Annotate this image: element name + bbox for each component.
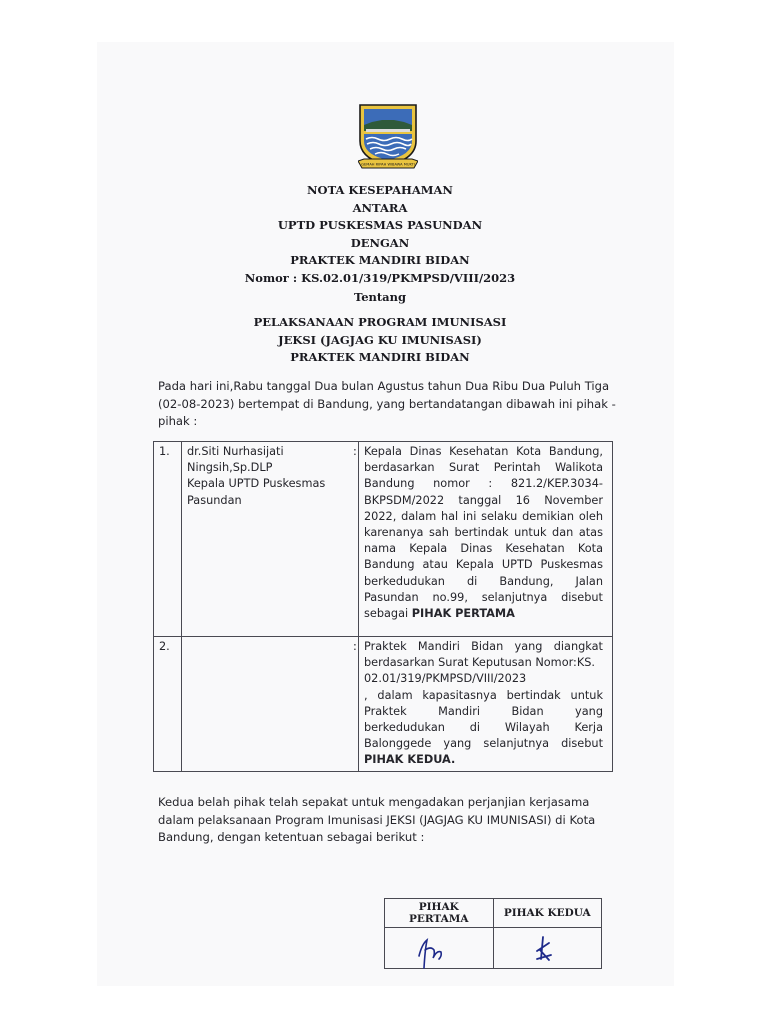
party-title-line: Kepala UPTD Puskesmas: [187, 477, 326, 491]
title-line: ANTARA: [352, 200, 408, 215]
crest-banner-text: GEMAH RIPAH WIBAWA MUKTI: [361, 162, 415, 167]
party-role-label: PIHAK KEDUA.: [364, 753, 456, 767]
party-description-line: 02.01/319/PKMPSD/VIII/2023: [364, 672, 527, 686]
intro-line: Pada hari ini,Rabu tanggal Dua bulan Agustus tahun Dua Ribu Dua Puluh Tiga: [158, 379, 610, 393]
title-line: DENGAN: [350, 235, 410, 250]
party-number: 1.: [154, 442, 182, 637]
party-description-text: , dalam kapasitasnya bertindak untuk Praktek Mandiri Bidan yang berkedudukan di Wilayah Kerja Balonggede yang selanjutnya disebut: [364, 688, 603, 751]
handwritten-initial-second-party: [497, 933, 597, 963]
table-row: [385, 899, 602, 928]
subject-line: JEKSI (JAGJAG KU IMUNISASI): [278, 332, 482, 347]
signature-header-second-party: PIHAK KEDUA: [493, 899, 602, 928]
subject-block: [160, 314, 600, 367]
signature-cell-first-party: [385, 928, 494, 969]
closing-paragraph: [158, 794, 614, 847]
colon-separator: :: [352, 637, 359, 772]
intro-paragraph: [158, 378, 614, 431]
party-description-text: Kepala Dinas Kesehatan Kota Bandung, berdasarkan Surat Perintah Walikota Bandung nomor : 821.2/KEP.3034-BKPSDM/2022 tanggal 16 November 2022, dalam hal ini selaku demikian oleh karenanya sah bertindak untuk dan atas nama Kepala Dinas Kesehatan Kota Bandung atau Kepala UPTD Puskesmas berkedudukan di Bandung, Jalan Pasundan no.99, selanjutnya disebut sebagai: [364, 445, 603, 621]
tentang-label: Tentang: [353, 290, 407, 304]
table-row: [385, 928, 602, 969]
signature-header-first-party: PIHAK PERTAMA: [385, 899, 494, 928]
title-block: [160, 182, 600, 287]
party-name-cell: [182, 442, 353, 637]
title-line: NOTA KESEPAHAMAN: [307, 183, 453, 197]
party-description: [359, 442, 613, 637]
signature-table: [384, 898, 602, 969]
table-row: [154, 442, 613, 637]
party-name-cell: [182, 637, 353, 772]
closing-line: dalam pelaksanaan Program Imunisasi JEKSI (JAGJAG KU IMUNISASI) di Kota: [158, 812, 596, 827]
closing-line: Bandung, dengan ketentuan sebagai berikut :: [158, 830, 425, 844]
closing-line: Kedua belah pihak telah sepakat untuk mengadakan perjanjian kerjasama: [158, 795, 590, 809]
title-line: UPTD PUSKESMAS PASUNDAN: [277, 218, 483, 232]
intro-line: pihak :: [158, 414, 198, 428]
document-number: Nomor : KS.02.01/319/PKMPSD/VIII/2023: [244, 270, 516, 285]
party-name-line: Ningsih,Sp.DLP: [187, 461, 273, 475]
bandung-crest-logo: [358, 103, 418, 169]
table-row: [154, 637, 613, 772]
colon-separator: :: [352, 442, 359, 637]
subject-line: PRAKTEK MANDIRI BIDAN: [290, 350, 470, 364]
parties-table: [153, 441, 613, 772]
title-line: PRAKTEK MANDIRI BIDAN: [290, 253, 470, 267]
subject-line: PELAKSANAAN PROGRAM IMUNISASI: [253, 315, 507, 329]
handwritten-initial-first-party: [389, 928, 489, 968]
party-title-line: Pasundan: [187, 493, 242, 507]
party-name-line: dr.Siti Nurhasijati: [187, 445, 284, 458]
party-description: [359, 637, 613, 772]
party-description-line: Praktek Mandiri Bidan yang diangkat berdasarkan Surat Keputusan Nomor:KS.: [364, 640, 603, 670]
party-number: 2.: [154, 637, 182, 772]
intro-line: (02-08-2023) bertempat di Bandung, yang bertandatangan dibawah ini pihak -: [158, 396, 616, 411]
signature-cell-second-party: [493, 928, 602, 969]
party-role-label: PIHAK PERTAMA: [411, 607, 515, 621]
